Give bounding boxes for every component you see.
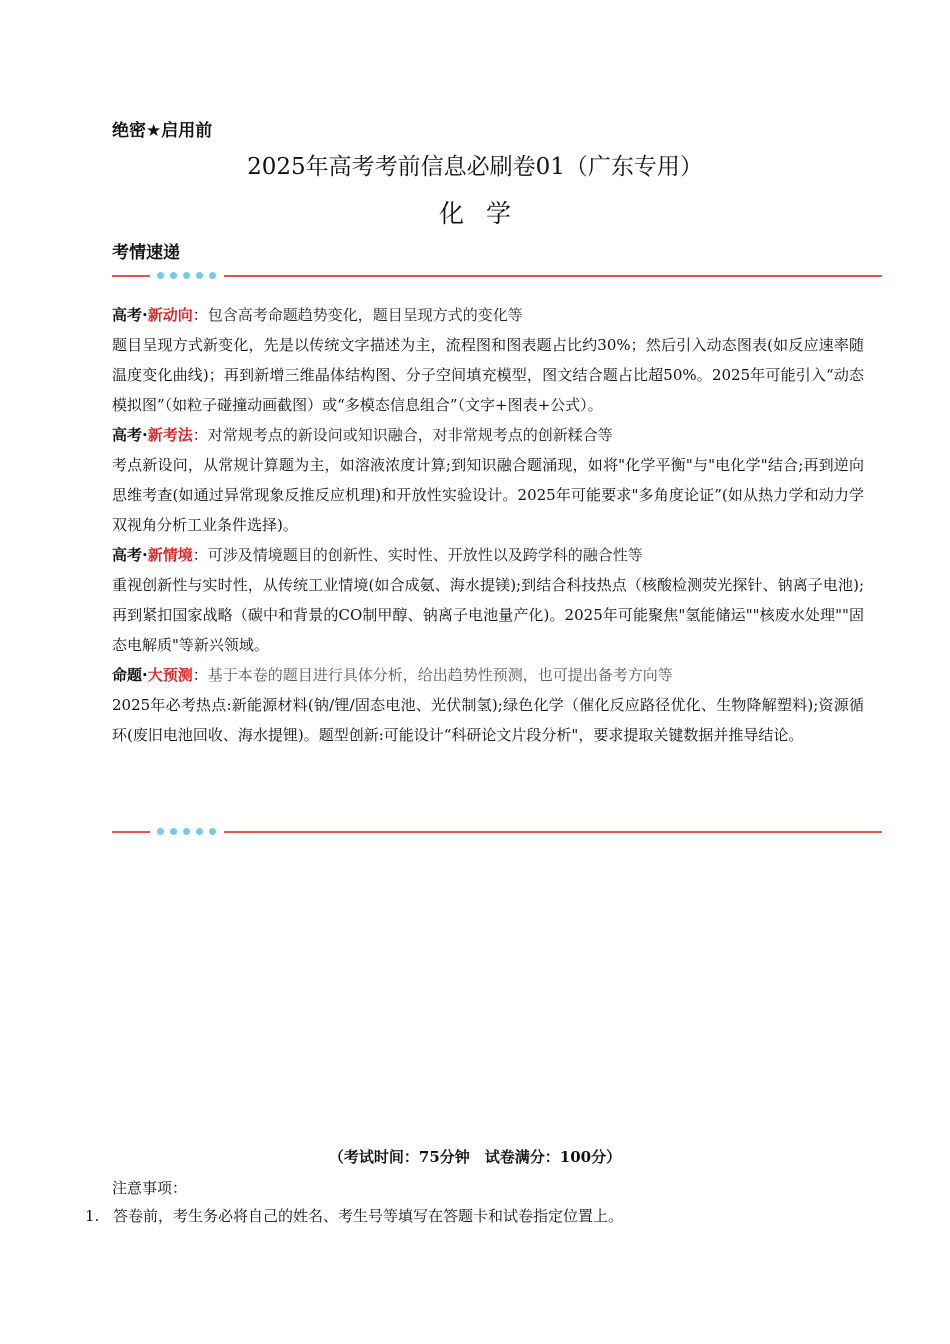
- divider-bottom: [112, 825, 882, 839]
- note-number: 1.: [85, 1207, 100, 1225]
- note-item: [85, 1205, 623, 1226]
- section-heading: 考情速递: [112, 243, 180, 263]
- section-paragraph: 重视创新性与实时性，从传统工业情境(如合成氨、海水提镁);到结合科技热点（核酸检测荧光探针、钠离子电池);再到紧扣国家战略（碳中和背景的CO制甲醇、钠离子电池量产化)。2025年可能聚焦"氢能储运""核废水处理""固态电解质"等新兴领域。: [112, 576, 864, 654]
- divider-line: [224, 275, 882, 277]
- section-paragraph: 2025年必考热点:新能源材料(钠/锂/固态电池、光伏制氢);绿色化学（催化反应路径优化、生物降解塑料);资源循环(废旧电池回收、海水提锂)。题型创新:可能设计“科研论文片段分析"，要求提取关键数据并推导结论。: [112, 696, 864, 744]
- section-new-method: [112, 420, 864, 540]
- section-head: 高考·新情境：可涉及情境题目的创新性、实时性、开放性以及跨学科的融合性等: [112, 546, 643, 564]
- divider-dot: [157, 272, 164, 279]
- notes-label: 注意事项：: [112, 1179, 188, 1197]
- section-paragraph: 考点新设问，从常规计算题为主，如溶液浓度计算;到知识融合题涌现，如将"化学平衡"与"电化学"结合;再到逆向思维考查(如通过异常现象反推反应机理)和开放性实验设计。2025年可能要求"多角度论证”(如从热力学和动力学双视角分析工业条件选择)。: [112, 456, 864, 534]
- divider-dot: [209, 272, 216, 279]
- divider-top: [112, 269, 882, 283]
- section-head: 高考·新动向：包含高考命题趋势变化，题目呈现方式的变化等: [112, 306, 523, 324]
- divider-line: [224, 831, 882, 833]
- section-head: 高考·新考法：对常规考点的新设问或知识融合，对非常规考点的创新糅合等: [112, 426, 613, 444]
- divider-dots: [157, 828, 216, 835]
- section-new-trend: [112, 300, 864, 420]
- secret-mark: 绝密★启用前: [112, 121, 213, 141]
- trend-content: [112, 300, 864, 750]
- divider-dot: [170, 828, 177, 835]
- divider-dots: [157, 272, 216, 279]
- divider-line: [112, 831, 150, 833]
- section-paragraph: 题目呈现方式新变化，先是以传统文字描述为主，流程图和图表题占比约30%；然后引入动态图表(如反应速率随温度变化曲线)；再到新增三维晶体结构图、分子空间填充模型，图文结合题占比超50%。2025年可能引入“动态模拟图”（如粒子碰撞动画截图）或“多模态信息组合”（文字+图表+公式）。: [112, 336, 864, 414]
- divider-dot: [209, 828, 216, 835]
- section-head: 命题·大预测：基于本卷的题目进行具体分析，给出趋势性预测，也可提出备考方向等: [112, 666, 673, 684]
- divider-dot: [196, 828, 203, 835]
- exam-info: （考试时间：75分钟 试卷满分：100分）: [328, 1148, 622, 1166]
- section-new-context: [112, 540, 864, 660]
- divider-line: [112, 275, 150, 277]
- divider-dot: [183, 828, 190, 835]
- note-text: 答卷前，考生务必将自己的姓名、考生号等填写在答题卡和试卷指定位置上。: [113, 1207, 624, 1225]
- divider-dot: [170, 272, 177, 279]
- divider-dot: [183, 272, 190, 279]
- section-prediction: [112, 660, 864, 750]
- subject-title: 化学: [438, 199, 533, 228]
- divider-dot: [196, 272, 203, 279]
- divider-dot: [157, 828, 164, 835]
- exam-title: 2025年高考考前信息必刷卷01（广东专用）: [247, 154, 703, 180]
